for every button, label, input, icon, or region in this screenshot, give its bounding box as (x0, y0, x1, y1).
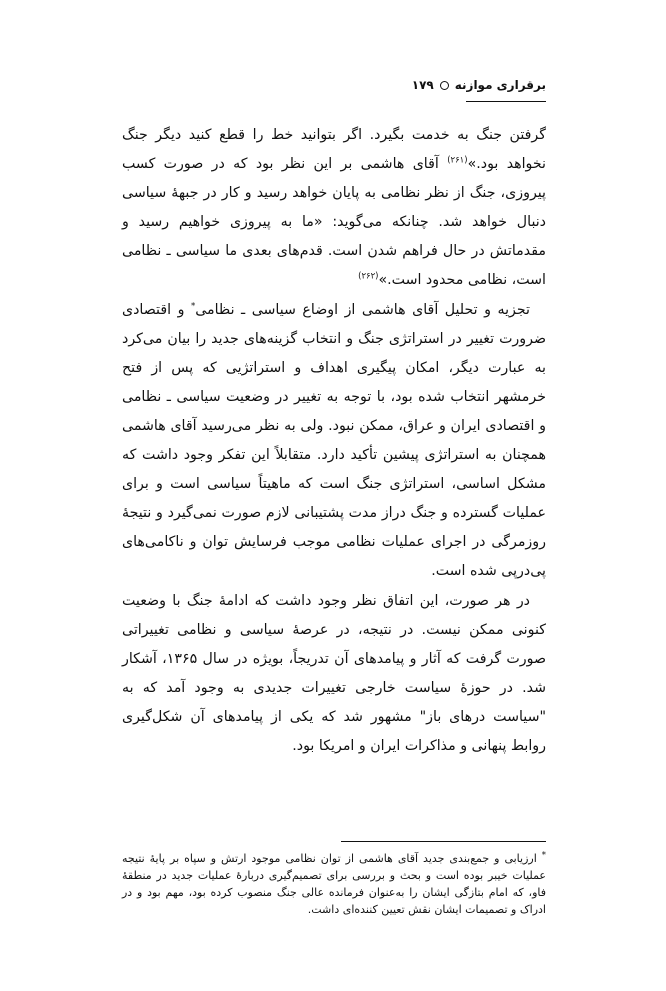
paragraph-1 (122, 121, 546, 296)
paragraph-1-text-b: آقای هاشمی بر این نظر بود که در صورت کسب پیروزی، جنگ از نظر نظامی به پایان خواهد رسید و کار در جبهۀ سیاسی دنبال خواهد شد. چنانکه می‌گوید: «ما به پیروزی خواهیم رسید و مقدماتش در حال فراهم شدن است. قدم‌های بعدی ما سیاسی ـ نظامی است، نظامی محدود است.» (122, 156, 546, 289)
paragraph-2-text-a: تجزیه و تحلیل آقای هاشمی از اوضاع سیاسی ـ نظامی (195, 301, 530, 318)
paragraph-2-text-b: و اقتصادی ضرورت تغییر در استراتژی جنگ و انتخاب گزینه‌های جدید را بیان می‌کرد به عبارت دیگر، امکان پیگیری اهداف و استراتژیی که پس از فتح خرمشهر انتخاب شده بود، با توجه به تغییر در وضعیت سیاسی ـ نظامی و اقتصادی ایران و عراق، ممکن نبود. ولی به نظر می‌رسید آقای هاشمی همچنان به استراتژی پیشین تأکید دارد. متقابلاً این تفکر وجود داشت که مشکل اساسی، استراتژی جنگ است که ماهیتاً سیاسی است و برای عملیات گسترده و جنگ دراز مدت پشتیبانی لازم صورت نمی‌گیرد و نتیجۀ روزمرگی در اجرای عملیات نظامی موجب فرسایش توان و ناکامی‌های پی‌درپی شده است. (122, 301, 546, 580)
page-number: ۱۷۹ (411, 78, 434, 92)
footnote (122, 850, 546, 918)
citation-261: (۲۶۱) (447, 155, 468, 166)
footnote-marker: * (541, 850, 546, 861)
footnote-text: ارزیابی و جمع‌بندی جدید آقای هاشمی از توان نظامی موجود ارتش و سپاه بر پایۀ نتیجه عملیات خیبر بوده است و بحث و بررسی برای تصمیم‌گیری دربارۀ عملیات جدید در منطقۀ فاو، که امام بتازگی ایشان را به‌عنوان فرمانده عالی جنگ منصوب کرده بود، مهم بود و در ادراک و تصمیمات ایشان نقش تعیین کننده‌ای داشت. (122, 852, 546, 916)
running-header (412, 78, 546, 92)
body-text (122, 121, 546, 761)
header-rule (466, 101, 546, 102)
paragraph-2 (122, 296, 546, 587)
paragraph-1-text-a: گرفتن جنگ به خدمت بگیرد. اگر بتوانید خط را قطع کنید دیگر جنگ نخواهد بود.» (122, 127, 546, 173)
circle-ornament-icon (440, 81, 449, 90)
footnote-reference-marker: * (190, 300, 196, 311)
footnote-rule (341, 841, 546, 842)
running-header-title: برقراری موازنه (454, 78, 546, 92)
citation-262: (۲۶۲) (358, 271, 379, 282)
paragraph-3: در هر صورت، این اتفاق نظر وجود داشت که ادامۀ جنگ با وضعیت کنونی ممکن نیست. در نتیجه، در عرصۀ سیاسی و نظامی تغییراتی صورت گرفت که آثار و پیامدهای آن تدریجاً، بویژه در سال ۱۳۶۵، آشکار شد. در حوزۀ سیاست خارجی تغییرات جدیدی به وجود آمد که به "سیاست درهای باز" مشهور شد که یکی از پیامدهای آن شکل‌گیری روابط پنهانی و مذاکرات ایران و امریکا بود. (122, 592, 546, 754)
